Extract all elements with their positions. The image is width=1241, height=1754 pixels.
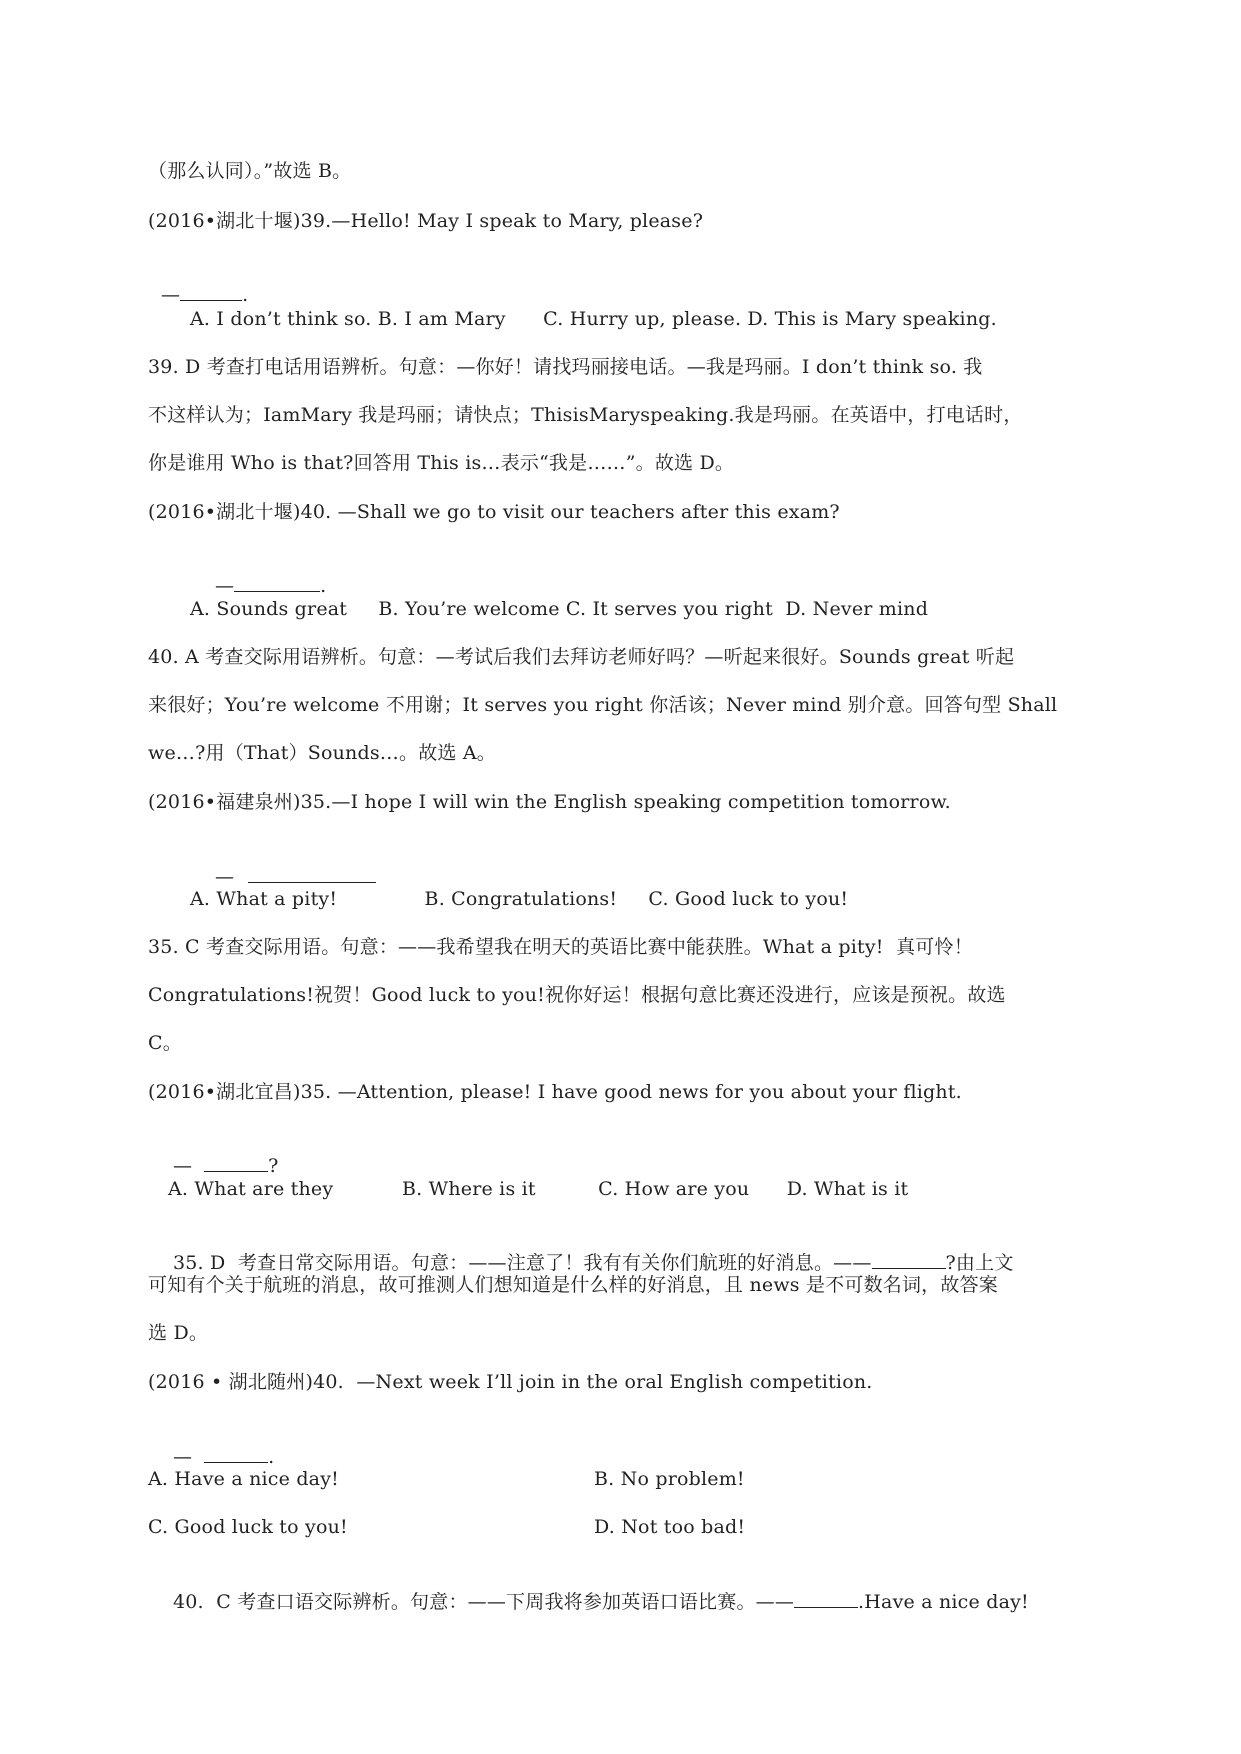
explanation-line: 40. A 考查交际用语辨析。句意：—考试后我们去拜访老师好吗？—听起来很好。Sounds great 听起 [148,646,1015,668]
options-line: A. Sounds great B. You’re welcome C. It serves you right D. Never mind [190,598,929,620]
blank-suffix: . [242,284,249,306]
blank-suffix: . [320,575,327,597]
explanation-line: 35. C 考查交际用语。句意：——我希望我在明天的英语比赛中能获胜。What a pity! 真可怜！ [148,936,973,958]
question-header: (2016 • 湖北随州)40. —Next week I’ll join in the oral English competition. [148,1371,873,1393]
options-line: A. What are they B. Where is it C. How are you D. What is it [168,1178,909,1200]
explanation-line: C。 [148,1032,182,1054]
explanation-line: 来很好；You’re welcome 不用谢；It serves you right 你活该；Never mind 别介意。回答句型 Shall [148,694,1058,716]
explanation-text: ?由上文 [945,1252,1014,1274]
option-d: D. Not too bad! [594,1516,746,1538]
answer-blank [234,573,320,592]
option-b: B. No problem! [594,1468,745,1490]
options-line: A. I don’t think so. B. I am Mary C. Hurry up, please. D. This is Mary speaking. [190,308,997,330]
dash-prefix: — [214,575,235,597]
option-c: C. Good luck to you! [148,1516,348,1538]
answer-blank [794,1589,858,1608]
question-header: (2016•福建泉州)35.—I hope I will win the English speaking competition tomorrow. [148,791,951,813]
explanation-line: 可知有个关于航班的消息，故可推测人们想知道是什么样的好消息，且 news 是不可数名词，故答案 [148,1274,998,1296]
dash-prefix: — [160,284,181,306]
explanation-line: we…?用（That）Sounds…。故选 A。 [148,742,496,764]
dash-prefix: — [214,866,235,888]
explanation-line: 39. D 考查打电话用语辨析。句意：—你好！请找玛丽接电话。—我是玛丽。I don’t think so. 我 [148,356,983,378]
text-line: （那么认同）。”故选 B。 [148,160,352,182]
answer-blank [204,1444,268,1463]
answer-blank [872,1250,946,1269]
blank-suffix: . [268,1446,275,1468]
answer-blank [248,864,376,883]
explanation-line: 选 D。 [148,1322,209,1344]
question-header: (2016•湖北宜昌)35. —Attention, please! I have good news for you about your flight. [148,1081,962,1103]
dash-prefix: — [172,1155,193,1177]
question-header: (2016•湖北十堰)39.—Hello! May I speak to Mary, please? [148,210,704,232]
options-line: A. What a pity! B. Congratulations! C. Good luck to you! [190,888,849,910]
explanation-text: 40. C 考查口语交际辨析。句意：——下周我将参加英语口语比赛。—— [172,1591,795,1613]
question-header: (2016•湖北十堰)40. —Shall we go to visit our teachers after this exam? [148,501,840,523]
explanation-line: 你是谁用 Who is that?回答用 This is…表示“我是……”。故选 D。 [148,452,735,474]
answer-blank [180,282,242,301]
explanation-line: 不这样认为；IamMary 我是玛丽；请快点；ThisisMaryspeaking.我是玛丽。在英语中，打电话时， [148,404,1023,426]
blank-suffix: ? [268,1155,279,1177]
explanation-text: 35. D 考查日常交际用语。句意：——注意了！我有有关你们航班的好消息。—— [172,1252,872,1274]
explanation-line: Congratulations!祝贺！Good luck to you!祝你好运！根据句意比赛还没进行，应该是预祝。故选 [148,984,1006,1006]
explanation-line [148,1563,1029,1641]
dash-prefix: — [172,1446,193,1468]
explanation-text: .Have a nice day! [858,1591,1029,1613]
option-a: A. Have a nice day! [148,1468,339,1490]
answer-blank [204,1153,268,1172]
